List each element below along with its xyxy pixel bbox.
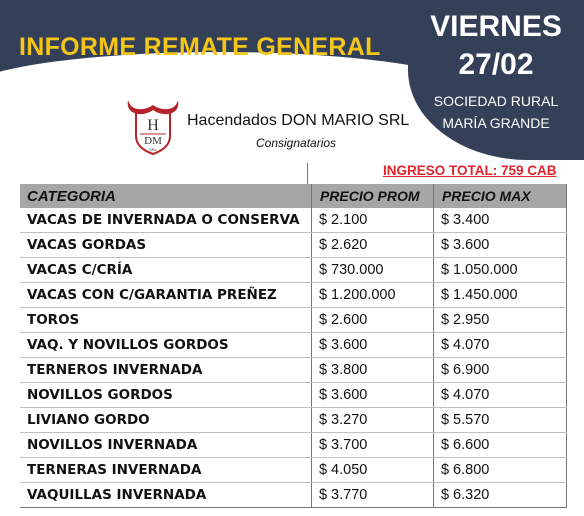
- row-precio-prom: $ 730.000: [311, 258, 433, 283]
- row-categoria: VAQ. Y NOVILLOS GORDOS: [20, 333, 311, 358]
- row-precio-prom: $ 2.620: [311, 233, 433, 258]
- prices-table: [20, 184, 567, 508]
- table-row: [20, 333, 567, 358]
- logo-srl: SRL: [149, 147, 157, 152]
- row-categoria: VAQUILLAS INVERNADA: [20, 483, 311, 508]
- date-number: 27/02: [458, 48, 534, 81]
- venue-line-2: MARÍA GRANDE: [442, 115, 550, 131]
- row-precio-prom: $ 3.600: [311, 333, 433, 358]
- row-precio-max: $ 2.950: [433, 308, 566, 333]
- table-header-row: [20, 184, 567, 208]
- row-categoria: VACAS DE INVERNADA O CONSERVA: [20, 208, 311, 233]
- company-logo: [120, 90, 186, 156]
- header-categoria: CATEGORIA: [20, 184, 311, 208]
- row-precio-prom: $ 3.700: [311, 433, 433, 458]
- venue-line-1: SOCIEDAD RURAL: [433, 93, 559, 109]
- row-precio-prom: $ 2.100: [311, 208, 433, 233]
- row-precio-prom: $ 4.050: [311, 458, 433, 483]
- header-precio-max: PRECIO MAX: [433, 184, 566, 208]
- row-precio-max: $ 3.600: [433, 233, 566, 258]
- row-categoria: NOVILLOS GORDOS: [20, 383, 311, 408]
- date-day: VIERNES: [430, 10, 562, 43]
- row-precio-prom: $ 1.200.000: [311, 283, 433, 308]
- table-row: [20, 233, 567, 258]
- row-categoria: VACAS CON C/GARANTIA PREÑEZ: [20, 283, 311, 308]
- row-categoria: VACAS GORDAS: [20, 233, 311, 258]
- row-precio-prom: $ 3.600: [311, 383, 433, 408]
- column-divider: [307, 163, 308, 184]
- table-row: [20, 408, 567, 433]
- logo-letter-h: H: [147, 117, 159, 134]
- header-precio-prom: PRECIO PROM: [311, 184, 433, 208]
- table-row: [20, 358, 567, 383]
- company-subtitle: Consignatarios: [256, 136, 337, 150]
- table-row: [20, 258, 567, 283]
- row-precio-max: $ 6.800: [433, 458, 566, 483]
- table-row: [20, 308, 567, 333]
- row-precio-max: $ 1.050.000: [433, 258, 566, 283]
- table-row: [20, 283, 567, 308]
- row-precio-prom: $ 3.800: [311, 358, 433, 383]
- bull-logo-icon: [120, 90, 186, 156]
- date-badge: [408, 0, 584, 160]
- row-precio-max: $ 5.570: [433, 408, 566, 433]
- row-categoria: LIVIANO GORDO: [20, 408, 311, 433]
- table-row: [20, 458, 567, 483]
- row-precio-max: $ 4.070: [433, 383, 566, 408]
- row-precio-max: $ 1.450.000: [433, 283, 566, 308]
- table-row: [20, 483, 567, 508]
- row-precio-max: $ 6.600: [433, 433, 566, 458]
- table-row: [20, 208, 567, 233]
- row-categoria: VACAS C/CRÍA: [20, 258, 311, 283]
- row-categoria: TOROS: [20, 308, 311, 333]
- row-precio-max: $ 6.320: [433, 483, 566, 508]
- table-row: [20, 383, 567, 408]
- company-name: Hacendados DON MARIO SRL: [187, 112, 410, 129]
- row-categoria: TERNEROS INVERNADA: [20, 358, 311, 383]
- row-precio-prom: $ 2.600: [311, 308, 433, 333]
- logo-letters-dm: DM: [144, 135, 162, 147]
- total-intake: INGRESO TOTAL: 759 CAB: [383, 163, 557, 178]
- row-precio-prom: $ 3.270: [311, 408, 433, 433]
- table-row: [20, 433, 567, 458]
- row-precio-max: $ 6.900: [433, 358, 566, 383]
- row-precio-max: $ 3.400: [433, 208, 566, 233]
- report-title: INFORME REMATE GENERAL: [19, 33, 381, 61]
- row-categoria: NOVILLOS INVERNADA: [20, 433, 311, 458]
- row-precio-max: $ 4.070: [433, 333, 566, 358]
- row-categoria: TERNERAS INVERNADA: [20, 458, 311, 483]
- row-precio-prom: $ 3.770: [311, 483, 433, 508]
